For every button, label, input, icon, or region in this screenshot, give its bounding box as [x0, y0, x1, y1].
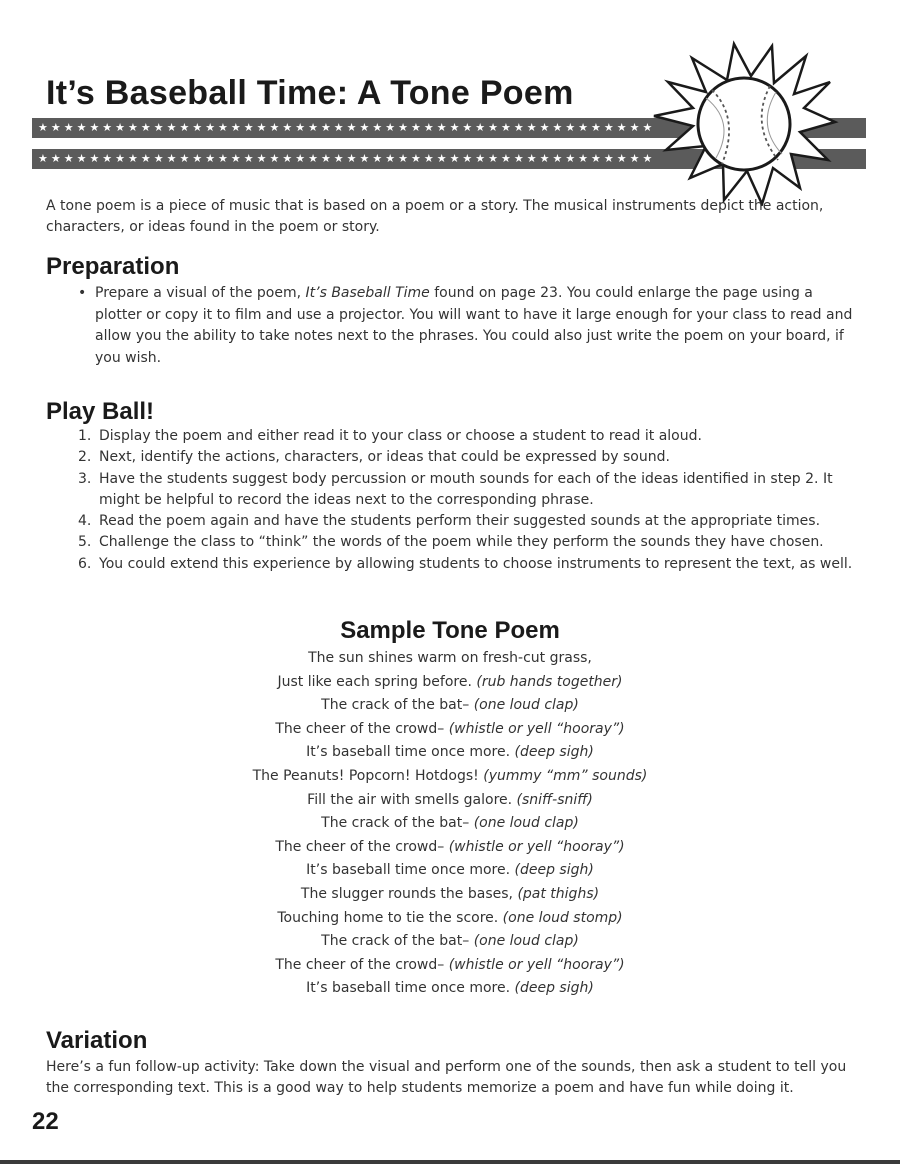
- step-number: 6.: [78, 555, 92, 572]
- poem-line: [0, 930, 900, 954]
- poem-line-text: Just like each spring before.: [277, 673, 477, 690]
- poem-line-text: The crack of the bat–: [321, 933, 474, 950]
- step-number: 5.: [78, 534, 92, 551]
- sound-cue: (deep sigh): [514, 980, 594, 997]
- sound-cue: (one loud stomp): [502, 909, 623, 926]
- list-item: [78, 469, 868, 512]
- poem-line: [0, 954, 900, 978]
- step-number: 2.: [78, 449, 92, 466]
- poem-line: [0, 789, 900, 813]
- baseball-icon: [640, 38, 850, 206]
- sound-cue: (deep sigh): [514, 744, 594, 761]
- star-stripe-bottom: ★★★★★★★★★★★★★★★★★★★★★★★★★★★★★★★★★★★★★★★★★★★★★★★★: [32, 149, 866, 169]
- poem-line-text: Fill the air with smells galore.: [307, 791, 517, 808]
- list-item: [78, 426, 868, 447]
- poem-line: [0, 883, 900, 907]
- ball-shape: [698, 78, 790, 170]
- step-text: Have the students suggest body percussion or mouth sounds for each of the ideas identified in step 2. It might be helpful to record the ideas next to the corresponding phrase.: [99, 470, 833, 508]
- step-text: You could extend this experience by allowing students to choose instruments to represent the text, as well.: [99, 555, 853, 572]
- variation-heading: Variation: [46, 1027, 148, 1054]
- poem-line-text: The cheer of the crowd–: [275, 838, 449, 855]
- sound-cue: (yummy “mm” sounds): [483, 767, 648, 784]
- prep-text-before: Prepare a visual of the poem,: [95, 285, 306, 301]
- step-text: Next, identify the actions, characters, or ideas that could be expressed by sound.: [99, 449, 670, 466]
- sound-cue: (sniff-sniff): [516, 791, 593, 808]
- sound-cue: (pat thighs): [517, 885, 600, 902]
- prep-text-after: found on page 23. You could enlarge the page using a plotter or copy it to film and use a projector. You will want to have it large enough for your class to read and allow you the ability to take notes next to the phrases. You could also just write the poem on your board, if you wish.: [95, 285, 853, 366]
- list-item: [72, 283, 862, 369]
- poem-line-text: It’s baseball time once more.: [306, 862, 515, 879]
- sound-cue: (one loud clap): [473, 815, 579, 832]
- poem-line-text: The Peanuts! Popcorn! Hotdogs!: [252, 767, 484, 784]
- poem-line: [0, 694, 900, 718]
- poem-line-text: It’s baseball time once more.: [306, 744, 515, 761]
- poem-line-text: The slugger rounds the bases,: [300, 885, 518, 902]
- poem-line-text: The crack of the bat–: [321, 697, 474, 714]
- sample-poem: [0, 647, 900, 1001]
- bottom-rule: [0, 1160, 900, 1164]
- poem-line: [0, 812, 900, 836]
- poem-line: [0, 977, 900, 1001]
- poem-line: [0, 647, 900, 671]
- sound-cue: (whistle or yell “hooray”): [448, 956, 625, 973]
- poem-line: [0, 765, 900, 789]
- list-item: [78, 511, 868, 532]
- sound-cue: (whistle or yell “hooray”): [448, 838, 625, 855]
- sound-cue: (rub hands together): [476, 673, 623, 690]
- poem-line-text: The cheer of the crowd–: [275, 720, 449, 737]
- poem-line: [0, 859, 900, 883]
- list-item: [78, 532, 868, 553]
- poem-line: [0, 907, 900, 931]
- sound-cue: (one loud clap): [473, 697, 579, 714]
- poem-line-text: The cheer of the crowd–: [275, 956, 449, 973]
- sound-cue: (deep sigh): [514, 862, 594, 879]
- preparation-heading: Preparation: [46, 253, 180, 280]
- poem-line: [0, 741, 900, 765]
- list-item: [78, 447, 868, 468]
- poem-line-text: It’s baseball time once more.: [306, 980, 515, 997]
- step-number: 4.: [78, 513, 92, 530]
- step-text: Display the poem and either read it to your class or choose a student to read it aloud.: [99, 428, 702, 444]
- poem-line: [0, 836, 900, 860]
- list-item: [78, 554, 868, 575]
- star-stripe-top: ★★★★★★★★★★★★★★★★★★★★★★★★★★★★★★★★★★★★★★★★★★★★★★★★: [32, 118, 866, 138]
- poem-line: [0, 671, 900, 695]
- page-number: 22: [32, 1108, 59, 1135]
- play-ball-steps: [78, 426, 868, 575]
- step-text: Read the poem again and have the students perform their suggested sounds at the appropriate times.: [99, 513, 821, 530]
- poem-line: [0, 718, 900, 742]
- poem-line-text: The crack of the bat–: [321, 815, 474, 832]
- step-text: Challenge the class to “think” the words of the poem while they perform the sounds they have chosen.: [99, 534, 824, 551]
- preparation-list: [72, 283, 862, 369]
- sound-cue: (one loud clap): [473, 933, 579, 950]
- play-ball-heading: Play Ball!: [46, 398, 155, 425]
- poem-line-text: The sun shines warm on fresh-cut grass,: [308, 650, 592, 666]
- step-number: 3.: [78, 470, 92, 487]
- poem-title-reference: It’s Baseball Time: [305, 285, 430, 301]
- poem-line-text: Touching home to tie the score.: [277, 909, 503, 926]
- step-number: 1.: [78, 428, 92, 444]
- variation-paragraph: Here’s a fun follow-up activity: Take down the visual and perform one of the sounds, then ask a student to tell you the corresponding text. This is a good way to help students memorize a poem and have fun while doing it.: [46, 1059, 847, 1096]
- page-title: It’s Baseball Time: A Tone Poem: [46, 74, 574, 112]
- sound-cue: (whistle or yell “hooray”): [448, 720, 625, 737]
- intro-paragraph: A tone poem is a piece of music that is based on a poem or a story. The musical instruments depict the action, characters, or ideas found in the poem or story.: [46, 198, 824, 235]
- sample-tone-poem-heading: Sample Tone Poem: [340, 617, 560, 644]
